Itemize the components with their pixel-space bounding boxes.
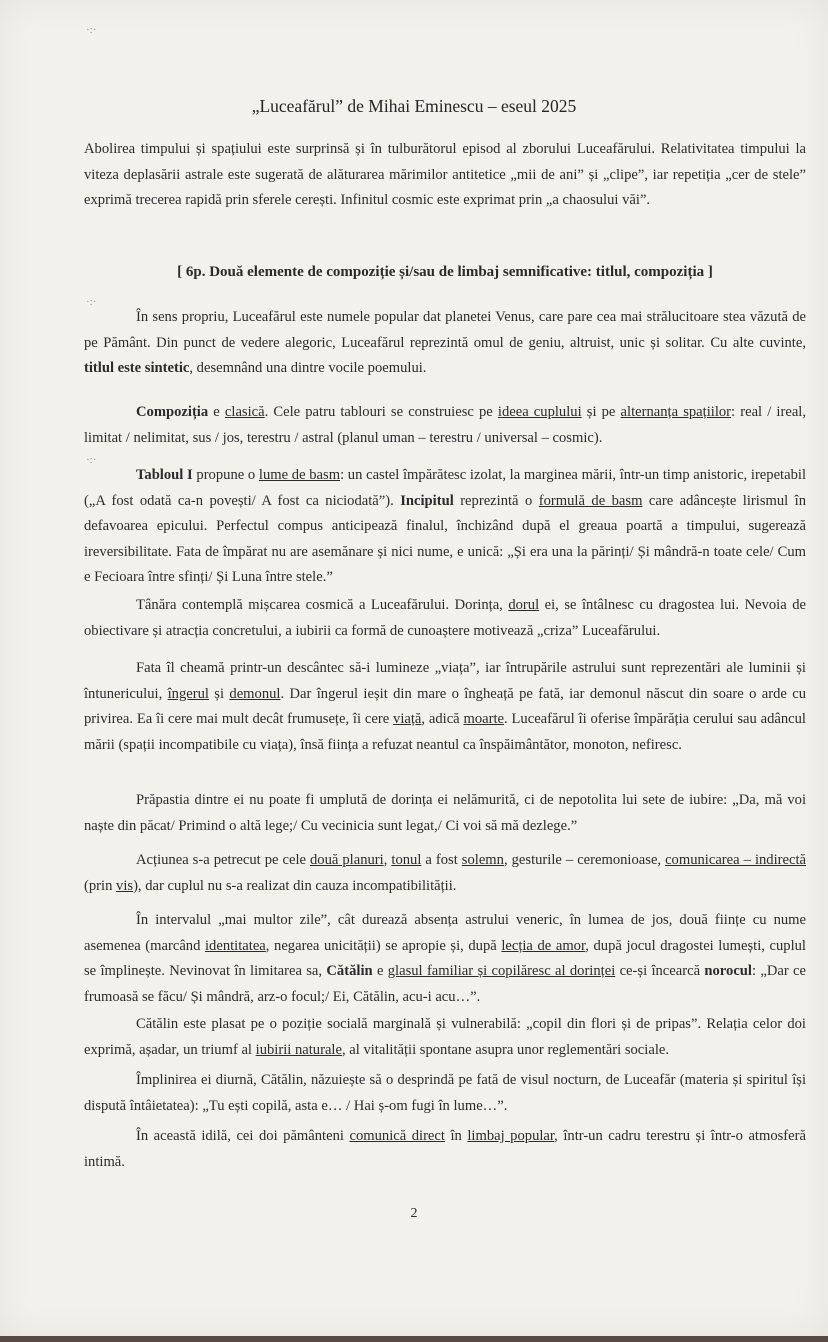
paragraph-idyll: În această idilă, cei doi pământeni comunică direct în limbaj popular, într-un cadru terestru și într-o atmosferă intimă.: [84, 1128, 806, 1170]
paragraph-contemplation: Tânăra contemplă mișcarea cosmică a Luceafărului. Dorința, dorul ei, se întâlnesc cu dragostea lui. Nevoia de obiectivare și atracția concretului, a iubirii ca formă de cunoaștere motivează „criza” Luceafărului.: [84, 597, 806, 639]
paragraph-tablou-1: Tabloul I propune o lume de basm: un castel împărătesc izolat, la marginea mării, într-un timp anistoric, irepetabil („A fost odată ca-n povești/ A fost ca niciodată”). Incipitul reprezintă o formulă de basm care adâncește lirismul în defavoarea epicului. Perfectul compus anticipează finalul, închizând după el greaua poartă a timpului, sugerează ireversibilitate. Fata de împărat nu are asemănare și nici nume, e unică: „Și era una la părinți/ Și mândră-n toate cele/ Cum e Fecioara între sfinți/ Și Luna între stele.”: [84, 467, 807, 585]
section-heading: [ 6p. Două elemente de compoziție și/sau de limbaj semnificative: titlul, compoziția ]: [177, 264, 713, 280]
paragraph-intro: Abolirea timpului și spațiului este surprinsă și în tulburătorul episod al zborului Luceafărului. Relativitatea timpului la viteza deplasării astrale este sugerată de alăturarea mărimilor antitetice „mii de ani” și „clipe”, iar repetiția „cer de stele” exprimă trecerea rapidă prin sferele cerești. Infinitul cosmic este exprimat prin „a chaosului văi”.: [84, 141, 806, 208]
paragraph-abyss: Prăpastia dintre ei nu poate fi umplută de dorința ei nelămurită, ci de nepotolita lui sete de iubire: „Da, mă voi naște din păcat/ Primind o altă lege;/ Cu vecinicia sunt legat,/ Ci voi să mă dezlege.”: [84, 792, 806, 834]
scan-mark: ·:·: [86, 24, 97, 36]
page-number: 2: [410, 1206, 418, 1221]
paragraph-incarnations: Fata îl cheamă printr-un descântec să-i lumineze „viața”, iar întrupările astrului sunt reprezentări ale luminii și întunericului, îngerul și demonul. Dar îngerul ieșit din mare o îngheață pe fată, iar demonul născut din soare o arde cu privirea. Ea îi cere mai mult decât frumusețe, îi cere viață, adică moarte. Luceafărul îi oferise împărăția cerului sau adâncul mării (spații incompatibile cu viața), însă ființa a refuzat neantul ca înspăimântător, monoton, nefiresc.: [84, 660, 807, 753]
scan-mark: ·:·: [86, 296, 97, 308]
paragraph-composition: Compoziția e clasică. Cele patru tablouri se construiesc pe ideea cuplului și pe alternanța spațiilor: real / ireal, limitat / nelimitat, sus / jos, terestru / astral (planul uman – terestru / universal – cosmic).: [84, 404, 806, 446]
scan-mark: ·:·: [86, 454, 97, 466]
paragraph-fulfillment: Împlinirea ei diurnă, Cătălin, năzuiește să o desprindă pe fată de visul nocturn, de Luceafăr (materia și spiritul își dispută întâietatea): „Tu ești copilă, asta e… / Hai ș-om fugi în lume…”.: [84, 1072, 806, 1114]
paragraph-social-position: Cătălin este plasat pe o poziție socială marginală și vulnerabilă: „copil din flori și de pripas”. Relația celor doi exprimă, așadar, un triumf al iubirii naturale, al vitalității spontane asupra unor reglementări sociale.: [84, 1016, 806, 1058]
paragraph-two-planes: Acțiunea s-a petrecut pe cele două planuri, tonul a fost solemn, gesturile – ceremonioase, comunicarea – indirectă (prin vis), dar cuplul nu s-a realizat din cauza incompatibilității.: [84, 852, 806, 894]
page-title: „Luceafărul” de Mihai Eminescu – eseul 2025: [251, 96, 577, 116]
paragraph-catalin-couple: În intervalul „mai multor zile”, cât durează absența astrului veneric, în lumea de jos, două ființe cu nume asemenea (marcând identitatea, negarea unicității) se apropie și, după lecția de amor, după jocul dragostei lumești, cuplul se împlinește. Nevinovat în limitarea sa, Cătălin e glasul familiar și copilăresc al dorinței ce-și încearcă norocul: „Dar ce frumoasă se făcu/ Și mândră, arz-o focul;/ Ei, Cătălin, acu-i acu…”.: [84, 912, 806, 1005]
paragraph-title-meaning: În sens propriu, Luceafărul este numele popular dat planetei Venus, care pare cea mai strălucitoare stea văzută de pe Pământ. Din punct de vedere alegoric, Luceafărul reprezintă omul de geniu, altruist, unic și solitar. Cu alte cuvinte, titlul este sintetic, desemnând una dintre vocile poemului.: [84, 309, 806, 376]
